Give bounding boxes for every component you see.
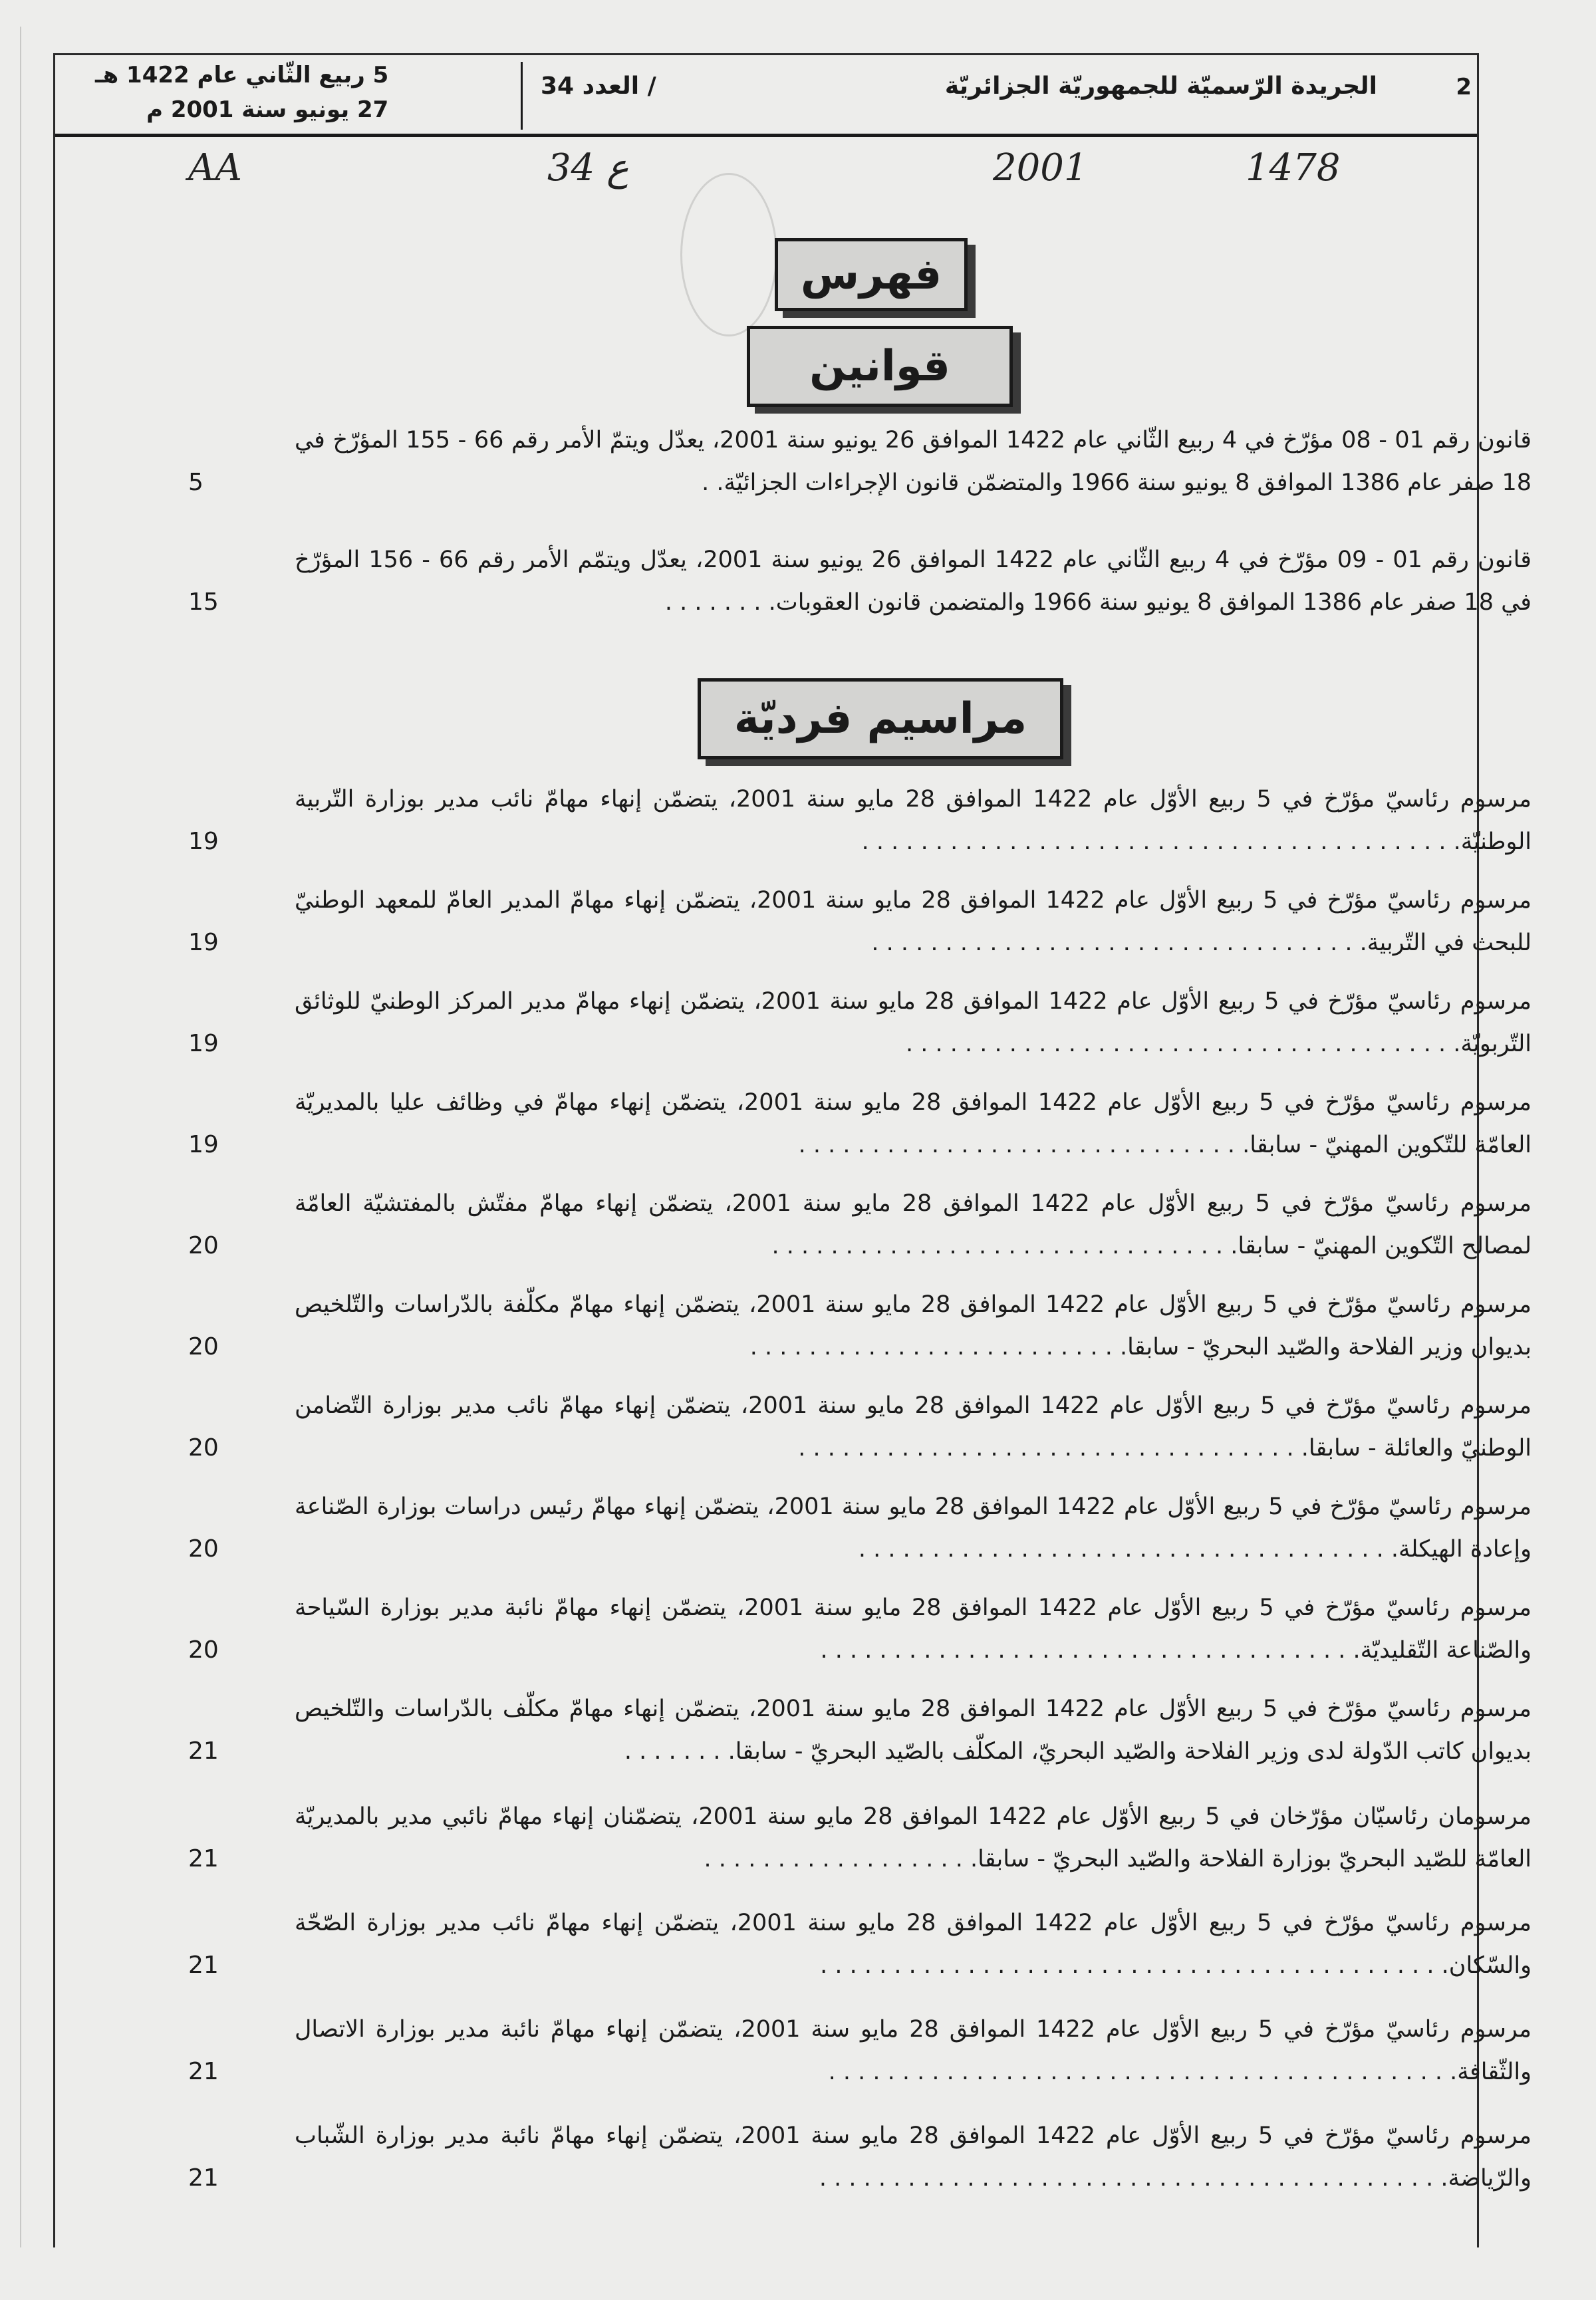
header-date (95, 58, 388, 127)
decree-entry-page: 19 (188, 828, 219, 855)
index-heading: فهرس (775, 238, 968, 311)
decree-entry (188, 1182, 1531, 1267)
page-number: 2 (1456, 74, 1472, 100)
handwritten-note-1: AA (188, 146, 242, 190)
decree-entry-page: 21 (188, 1737, 219, 1765)
decrees-heading: مراسيم فرديّة (698, 678, 1063, 759)
decree-entry-text: مرسوم رئاسيّ مؤرّخ في 5 ربيع الأوّل عام 1422 الموافق 28 مايو سنة 2001، يتضمّن إنهاء مهامّ نائبة مدير بوزارة السّياحة والصّناعة التّقليديّة. . . . . . . . . . . . . . . . . . . . . . . . . . . . . . . . . . . . . (295, 1595, 1531, 1664)
decree-entry (188, 1688, 1531, 1773)
decree-entry-text: مرسوم رئاسيّ مؤرّخ في 5 ربيع الأوّل عام 1422 الموافق 28 مايو سنة 2001، يتضمّن إنهاء مهامّ نائبة مدير بوزارة الاتصال والثّقافة. . . . . . . . . . . . . . . . . . . . . . . . . . . . . . . . . . . . . . . . . . . (295, 2016, 1531, 2085)
decree-entry (188, 2114, 1531, 2200)
decree-entry-page: 21 (188, 2058, 219, 2085)
decree-entry-page: 21 (188, 2164, 219, 2192)
issue-number: / العدد 34 (541, 72, 656, 100)
decree-entry-text: مرسوم رئاسيّ مؤرّخ في 5 ربيع الأوّل عام 1422 الموافق 28 مايو سنة 2001، يتضمّن إنهاء مهامّ مكلّف بالدّراسات والتّلخيص بديوان كاتب الدّولة لدى وزير الفلاحة والصّيد البحريّ، المكلّف بالصّيد البحريّ - سابقا. . . . . . . . (295, 1696, 1531, 1765)
faint-seal-watermark (680, 173, 777, 336)
handwritten-note-4: 1478 (1246, 146, 1341, 190)
decree-entry (188, 1384, 1531, 1469)
page-header (55, 53, 1477, 137)
decree-entry-text: مرسوم رئاسيّ مؤرّخ في 5 ربيع الأوّل عام 1422 الموافق 28 مايو سنة 2001، يتضمّن إنهاء مهامّ مكلّفة بالدّراسات والتّلخيص بديوان وزير الفلاحة والصّيد البحريّ - سابقا. . . . . . . . . . . . . . . . . . . . . . . . . . (295, 1291, 1532, 1360)
handwritten-note-3: 2001 (993, 146, 1088, 190)
decree-entry (188, 1485, 1531, 1571)
decree-entry (188, 1902, 1531, 1987)
decree-entry (188, 1283, 1531, 1368)
decree-entry-page: 20 (188, 1636, 219, 1664)
decree-entry-page: 19 (188, 1030, 219, 1057)
decree-entry-text: مرسوم رئاسيّ مؤرّخ في 5 ربيع الأوّل عام 1422 الموافق 28 مايو سنة 2001، يتضمّن إنهاء مهامّ مفتّش بالمفتشيّة العامّة لمصالح التّكوين المهنيّ - سابقا. . . . . . . . . . . . . . . . . . . . . . . . . . . . . . . . (295, 1190, 1532, 1259)
decree-entry-text: مرسوم رئاسيّ مؤرّخ في 5 ربيع الأوّل عام 1422 الموافق 28 مايو سنة 2001، يتضمّن إنهاء مهامّ في وظائف عليا بالمديريّة العامّة للتّكوين المهنيّ - سابقا. . . . . . . . . . . . . . . . . . . . . . . . . . . . . . . (295, 1089, 1532, 1158)
decree-entry-text: مرسوم رئاسيّ مؤرّخ في 5 ربيع الأوّل عام 1422 الموافق 28 مايو سنة 2001، يتضمّن إنهاء مهامّ نائب مدير بوزارة التّضامن الوطنيّ والعائلة - سابقا. . . . . . . . . . . . . . . . . . . . . . . . . . . . . . . . . . . (295, 1392, 1532, 1462)
decree-entry (188, 2008, 1531, 2093)
law-entry (188, 539, 1531, 624)
law-entry-text: قانون رقم 01 - 09 مؤرّخ في 4 ربيع الثّاني عام 1422 الموافق 26 يونيو سنة 2001، يعدّل ويتمّم الأمر رقم 66 - 156 المؤرّخ في 18 صفر عام 1386 الموافق 8 يونيو سنة 1966 والمتضمن قانون العقوبات. . . . . . . . (295, 547, 1531, 616)
law-entry-page: 15 (188, 588, 219, 616)
decree-entry (188, 879, 1531, 964)
decree-entry-page: 20 (188, 1434, 219, 1462)
decree-entry-text: مرسوم رئاسيّ مؤرّخ في 5 ربيع الأوّل عام 1422 الموافق 28 مايو سنة 2001، يتضمّن إنهاء مهامّ نائبة مدير بوزارة الشّباب والرّياضة. . . . . . . . . . . . . . . . . . . . . . . . . . . . . . . . . . . . . . . . . . . (295, 2122, 1531, 2192)
decree-entry-text: مرسوم رئاسيّ مؤرّخ في 5 ربيع الأوّل عام 1422 الموافق 28 مايو سنة 2001، يتضمّن إنهاء مهامّ مدير المركز الوطنيّ للوثائق التّربويّة. . . . . . . . . . . . . . . . . . . . . . . . . . . . . . . . . . . . . . (295, 988, 1532, 1057)
journal-title: الجريدة الرّسميّة للجمهوريّة الجزائريّة (944, 72, 1377, 100)
decree-entry-page: 21 (188, 1845, 219, 1872)
decree-entry-text: مرسومان رئاسيّان مؤرّخان في 5 ربيع الأوّل عام 1422 الموافق 28 مايو سنة 2001، يتضمّنان إنهاء مهامّ نائبي مدير بالمديريّة العامّة للصّيد البحريّ بوزارة الفلاحة والصّيد البحريّ - سابقا. . . . . . . . . . . . . . . . . . . (295, 1803, 1531, 1872)
decree-entry (188, 1587, 1531, 1672)
decree-entry (188, 980, 1531, 1065)
decree-entry-page: 20 (188, 1232, 219, 1259)
decree-entry-page: 21 (188, 1952, 219, 1979)
document-page (53, 53, 1532, 2247)
decree-entry (188, 1795, 1531, 1880)
decree-entry-text: مرسوم رئاسيّ مؤرّخ في 5 ربيع الأوّل عام 1422 الموافق 28 مايو سنة 2001، يتضمّن إنهاء مهامّ نائب مدير بوزارة الصّحّة والسّكان. . . . . . . . . . . . . . . . . . . . . . . . . . . . . . . . . . . . . . . . . . . (295, 1910, 1531, 1979)
decree-entry-page: 20 (188, 1535, 219, 1563)
decree-entry-page: 19 (188, 929, 219, 956)
handwritten-note-2: 34 ع (547, 146, 629, 190)
law-entry-text: قانون رقم 01 - 08 مؤرّخ في 4 ربيع الثّاني عام 1422 الموافق 26 يونيو سنة 2001، يعدّل ويتمّ الأمر رقم 66 - 155 المؤرّخ في 18 صفر عام 1386 الموافق 8 يونيو سنة 1966 والمتضمّن قانون الإجراءات الجزائيّة. . (295, 427, 1531, 496)
law-entry (188, 419, 1531, 504)
decree-entry-text: مرسوم رئاسيّ مؤرّخ في 5 ربيع الأوّل عام 1422 الموافق 28 مايو سنة 2001، يتضمّن إنهاء مهامّ المدير العامّ للمعهد الوطنيّ للبحث في التّربية. . . . . . . . . . . . . . . . . . . . . . . . . . . . . . . . . . (295, 887, 1532, 956)
decree-entry-page: 20 (188, 1333, 219, 1360)
decree-entry-text: مرسوم رئاسيّ مؤرّخ في 5 ربيع الأوّل عام 1422 الموافق 28 مايو سنة 2001، يتضمّن إنهاء مهامّ نائب مدير بوزارة التّربية الوطنيّة. . . . . . . . . . . . . . . . . . . . . . . . . . . . . . . . . . . . . . . . . (295, 786, 1532, 855)
gregorian-date: 27 يونيو سنة 2001 م (146, 96, 389, 123)
hijri-date: 5 ربيع الثّاني عام 1422 هـ (95, 62, 389, 88)
decree-entry-text: مرسوم رئاسيّ مؤرّخ في 5 ربيع الأوّل عام 1422 الموافق 28 مايو سنة 2001، يتضمّن إنهاء مهامّ رئيس دراسات بوزارة الصّناعة وإعادة الهيكلة. . . . . . . . . . . . . . . . . . . . . . . . . . . . . . . . . . . . . (295, 1493, 1531, 1563)
decree-entry-page: 19 (188, 1131, 219, 1158)
laws-heading: قوانين (747, 326, 1013, 407)
scan-edge (20, 27, 21, 2247)
law-entry-page: 5 (188, 469, 203, 496)
decree-entry (188, 778, 1531, 863)
decree-entry (188, 1081, 1531, 1166)
header-divider (521, 62, 523, 130)
